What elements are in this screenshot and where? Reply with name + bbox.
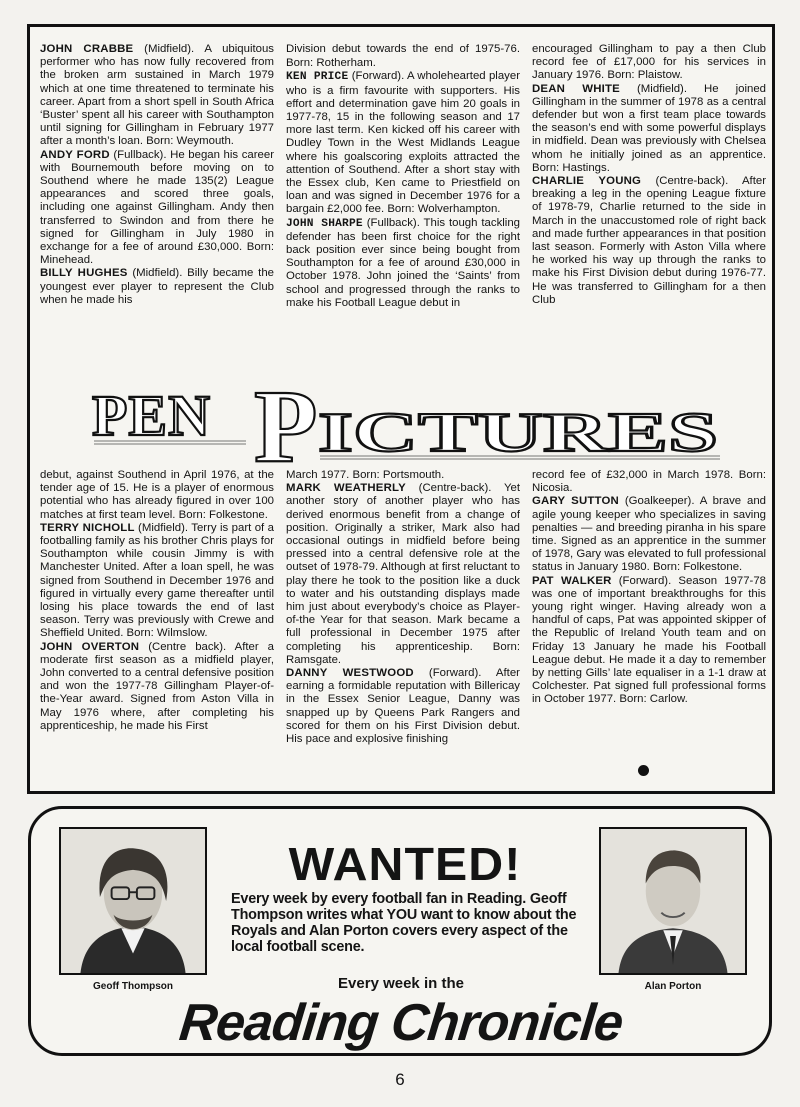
pen-pictures-banner — [86, 377, 726, 465]
profile-paragraph — [286, 217, 520, 310]
profile-text: (Goalkeeper). A brave and agile young keeper who specializes in saving penalties — and breeding piranha in his spare time. Signed as an apprentice in the summer of 1978, Gary was elevated to full professional status in January 1980. Born: Folkestone. — [532, 495, 766, 574]
alan-porton-photo — [599, 827, 747, 975]
profile-paragraph — [532, 43, 766, 83]
player-name: KEN PRICE — [286, 71, 349, 84]
profile-text: (Centre back). After a moderate first season as a midfield player, John converted to a central defensive position and won the 1977-78 Gillingham Player-of-the-Year award. Signed from Aston Villa in May 1976 where, after completing his apprenticeship, he made his First — [40, 640, 274, 732]
profile-text: (Midfield). He joined Gillingham in the summer of 1978 as a central defender but won a first team place towards the season’s end with some powerful displays in midfield. Dean was previously with Chelsea whom he initially joined as an apprentice. Born: Hastings. — [532, 82, 766, 174]
player-name: JOHN OVERTON — [40, 640, 140, 653]
reading-chronicle-masthead: Reading Chronicle — [176, 994, 626, 1052]
bottom-column-2 — [286, 469, 520, 787]
top-column-2 — [286, 43, 520, 373]
player-name: GARY SUTTON — [532, 495, 619, 508]
player-name: PAT WALKER — [532, 574, 612, 587]
top-columns — [40, 43, 766, 373]
profile-text: (Forward). A wholehearted player who is a firm favourite with supporters. His effort and determination gave him 20 goals in 1977-78, 15 in the following season and 17 more last term. Ken kicked off his career with Dudley Town in the West Midlands League where his goalscoring exploits attracted the attention of Southend. After a short stay with the Essex club, Ken came to Priestfield on loan and was signed in December 1976 for a bargain £2,000 fee. Born: Wolverhampton. — [286, 70, 520, 216]
top-column-3 — [532, 43, 766, 373]
banner-text-pen: PEN — [92, 383, 211, 448]
profile-text: Division debut towards the end of 1975-76. Born: Rotherham. — [286, 43, 520, 70]
advert-body-text: Every week by every football fan in Reading. Geoff Thompson writes what YOU want to know about the Royals and Alan Porton covers every aspect of the local football scene. — [231, 891, 577, 955]
profile-paragraph — [286, 667, 520, 746]
player-name: DANNY WESTWOOD — [286, 667, 414, 680]
profile-paragraph — [532, 83, 766, 175]
geoff-thompson-photo — [59, 827, 207, 975]
player-name: DEAN WHITE — [532, 82, 620, 95]
player-name: JOHN SHARPE — [286, 217, 363, 230]
banner-text-ictures: ICTURES — [318, 402, 718, 464]
profile-text: (Midfield). A ubiquitous performer who has now fully recovered from the broken arm sustained in March 1979 which at one time threatened to terminate his career. Apart from a short spell in South Africa ‘Buster’ spent all his career with Southampton until signing for Gillingham in February 1977 after a month’s loan. Born: Weymouth. — [40, 43, 274, 148]
wanted-headline: WANTED! — [288, 838, 522, 890]
every-week-text: Every week in the — [338, 975, 464, 992]
profile-text: encouraged Gillingham to pay a then Club record fee of £17,000 for his services in January 1976. Born: Plaistow. — [532, 43, 766, 82]
profile-paragraph — [40, 641, 274, 733]
profile-text: (Midfield). Billy became the youngest ever player to represent the Club when he made his — [40, 267, 274, 306]
profile-text: (Forward). After earning a formidable reputation with Billericay in the Essex Senior League, Danny was snapped up by Queens Park Rangers and scored for them on his First Division debut. His pace and explosive finishing — [286, 667, 520, 746]
bottom-column-1 — [40, 469, 274, 787]
profile-paragraph — [40, 43, 274, 149]
profile-text: March 1977. Born: Portsmouth. — [286, 469, 445, 481]
player-name: CHARLIE YOUNG — [532, 175, 642, 188]
profile-paragraph — [286, 469, 520, 482]
top-column-1 — [40, 43, 274, 373]
left-caption: Geoff Thompson — [93, 981, 173, 992]
page-number: 6 — [395, 1070, 405, 1089]
profile-paragraph — [532, 469, 766, 495]
player-name: MARK WEATHERLY — [286, 482, 406, 495]
player-name: JOHN CRABBE — [40, 43, 134, 55]
profile-paragraph — [40, 149, 274, 268]
pen-pictures-frame — [27, 24, 775, 794]
player-name: ANDY FORD — [40, 148, 110, 161]
profile-paragraph — [286, 482, 520, 667]
profile-paragraph — [532, 175, 766, 307]
player-name: TERRY NICHOLL — [40, 521, 135, 534]
profile-text: debut, against Southend in April 1976, at the tender age of 15. He is a player of enormous potential who has already figured in over 100 matches at first team level. Born: Folkestone. — [40, 469, 274, 521]
profile-paragraph — [40, 522, 274, 641]
profile-text: (Centre-back). Yet another story of another player who has derived enormous benefit from a change of position. Originally a striker, Mark also had occasional outings in midfield before being pressed into a central defensive role at the outset of 1978-79. Although at first reluctant to play there he took to the position like a duck to water and his outstanding displays made him just about everybody’s choice as Player-of-the Year for that season. Mark became a full professional in December 1975 after completing his apprenticeship. Born: Ramsgate. — [286, 482, 520, 666]
right-caption: Alan Porton — [644, 981, 702, 992]
profile-text: (Centre-back). After breaking a leg in the opening League fixture of 1978-79, Charlie returned to the side in March in the unaccustomed role of right back and made further appearances in that position last season. Formerly with Aston Villa where he worked his way up through the ranks to make his First Division debut during 1976-77. He was transferred to Gillingham for a then Club — [532, 175, 766, 306]
profile-text: (Fullback). This tough tackling defender has been first choice for the right back position ever since being bought from Southampton for a fee of around £30,000 in October 1978. John joined the ‘Saints’ from school and progressed through the ranks to make his Football League debut in — [286, 216, 520, 309]
player-name: BILLY HUGHES — [40, 267, 128, 280]
profile-text: record fee of £32,000 in March 1978. Born: Nicosia. — [532, 469, 766, 495]
profile-paragraph — [286, 43, 520, 70]
profile-paragraph — [40, 267, 274, 307]
end-bullet — [638, 765, 649, 776]
bottom-columns — [40, 469, 766, 787]
profile-text: (Midfield). Terry is part of a footballing family as his brother Chris plays for Southampton while cousin Jimmy is with Manchester United. After a loan spell, he was signed from Southend in December 1976 and figured in virtually every game thereafter until losing his place towards the end of last season. Terry was previously with Crewe and Sheffield United. Born: Wilmslow. — [40, 521, 274, 640]
profile-paragraph — [532, 575, 766, 707]
profile-text: (Fullback). He began his career with Bournemouth before moving on to Southend where he made 135(2) League appearances and scored three goals, including one against Gillingham. Andy then transferred to Swindon and from there he signed for Gillingham in July 1980 in exchange for a fee of around £30,000. Born: Minehead. — [40, 148, 274, 267]
bottom-column-3 — [532, 469, 766, 787]
profile-text: (Forward). Season 1977-78 was one of important breakthroughs for this young right winger. Having already won a handful of caps, Pat was appointed skipper of the Republic of Ireland Youth team and on Friday 13 January he made his Football League debut. He made it a day to remember by netting Gills’ late equaliser in a 1-1 draw at Colchester. Pat signed full professional forms in October 1977. Born: Carlow. — [532, 574, 766, 706]
profile-paragraph — [532, 495, 766, 574]
profile-paragraph — [286, 70, 520, 216]
reading-chronicle-advert — [28, 806, 772, 1056]
banner-text-p: P — [254, 377, 318, 465]
profile-paragraph — [40, 469, 274, 522]
